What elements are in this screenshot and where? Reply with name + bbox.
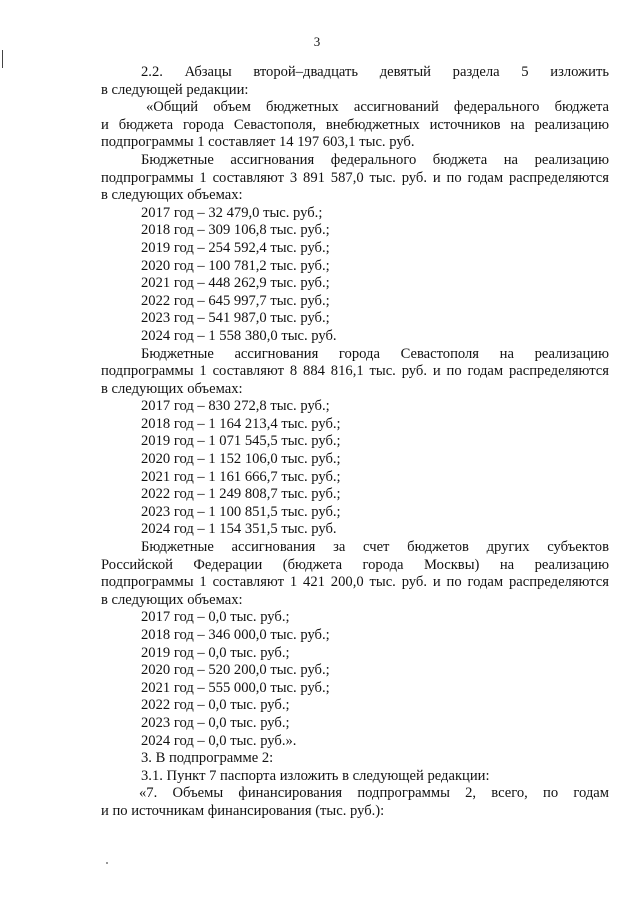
year-amount-line: 2019 год – 0,0 тыс. руб.; <box>141 644 290 661</box>
text-line: Российской Федерации (бюджета города Москвы) на реализацию <box>101 556 609 573</box>
year-amount-line: 2020 год – 1 152 106,0 тыс. руб.; <box>141 451 341 468</box>
text-line: 2.2. Абзацы второй–двадцать девятый раздела 5 изложить <box>141 64 609 80</box>
text-line: подпрограммы 1 составляют 1 421 200,0 тыс. руб. и по годам распределяются <box>101 574 609 591</box>
text-line: «7. Объемы финансирования подпрограммы 2, всего, по годам <box>139 785 609 802</box>
year-amount-line: 2019 год – 1 071 545,5 тыс. руб.; <box>141 433 341 450</box>
text-line: в следующих объемах: <box>101 591 243 608</box>
document-body <box>101 64 609 821</box>
other-regions-year-list <box>101 609 609 750</box>
text-line: и по источникам финансирования (тыс. руб.): <box>101 802 385 819</box>
year-amount-line: 2022 год – 0,0 тыс. руб.; <box>141 697 290 714</box>
year-amount-line: 2023 год – 0,0 тыс. руб.; <box>141 714 290 731</box>
text-line: подпрограммы 1 составляют 3 891 587,0 тыс. руб. и по годам распределяются <box>101 169 609 186</box>
text-line: «Общий объем бюджетных ассигнований федерального бюджета <box>146 99 609 116</box>
scan-speck <box>106 862 108 864</box>
year-amount-line: 2018 год – 1 164 213,4 тыс. руб.; <box>141 415 341 432</box>
sevastopol-budget-paragraph <box>101 346 609 399</box>
year-amount-line: 2020 год – 520 200,0 тыс. руб.; <box>141 662 330 679</box>
text-line: в следующей редакции: <box>101 81 249 98</box>
year-amount-line: 2022 год – 1 249 808,7 тыс. руб.; <box>141 486 341 503</box>
text-line: Бюджетные ассигнования за счет бюджетов других субъектов <box>141 539 609 556</box>
year-amount-line: 2021 год – 448 262,9 тыс. руб.; <box>141 275 330 292</box>
intro-paragraph <box>101 64 609 99</box>
year-amount-line: 2017 год – 32 479,0 тыс. руб.; <box>141 204 323 221</box>
text-line: в следующих объемах: <box>101 380 243 397</box>
text-line: подпрограммы 1 составляет 14 197 603,1 тыс. руб. <box>101 134 415 151</box>
year-amount-line: 2022 год – 645 997,7 тыс. руб.; <box>141 292 330 309</box>
year-amount-line: 2019 год – 254 592,4 тыс. руб.; <box>141 239 330 256</box>
other-regions-budget-paragraph <box>101 539 609 609</box>
year-amount-line: 2021 год – 1 161 666,7 тыс. руб.; <box>141 468 341 485</box>
text-line: Бюджетные ассигнования города Севастополя на реализацию <box>141 345 609 362</box>
year-amount-line: 2024 год – 1 558 380,0 тыс. руб. <box>141 327 337 344</box>
scan-margin-mark <box>2 50 3 68</box>
page-number: 3 <box>313 34 321 49</box>
text-line: подпрограммы 1 составляют 8 884 816,1 тыс. руб. и по годам распределяются <box>101 363 609 380</box>
financing-paragraph <box>101 785 609 820</box>
year-amount-line: 2024 год – 1 154 351,5 тыс. руб. <box>141 521 337 538</box>
year-amount-line: 2023 год – 541 987,0 тыс. руб.; <box>141 310 330 327</box>
federal-budget-paragraph <box>101 152 609 205</box>
federal-budget-year-list <box>101 205 609 346</box>
year-amount-line: 2020 год – 100 781,2 тыс. руб.; <box>141 257 330 274</box>
text-line: в следующих объемах: <box>101 187 243 204</box>
subsection-heading: 3.1. Пункт 7 паспорта изложить в следующей редакции: <box>141 767 490 784</box>
text-line: и бюджета города Севастополя, внебюджетных источников на реализацию <box>101 116 609 133</box>
year-amount-line: 2024 год – 0,0 тыс. руб.». <box>141 732 297 749</box>
year-amount-line: 2017 год – 830 272,8 тыс. руб.; <box>141 398 330 415</box>
year-amount-line: 2023 год – 1 100 851,5 тыс. руб.; <box>141 503 341 520</box>
year-amount-line: 2018 год – 309 106,8 тыс. руб.; <box>141 222 330 239</box>
year-amount-line: 2017 год – 0,0 тыс. руб.; <box>141 609 290 626</box>
year-amount-line: 2021 год – 555 000,0 тыс. руб.; <box>141 679 330 696</box>
section-heading: 3. В подпрограмме 2: <box>141 750 274 767</box>
total-paragraph <box>101 99 609 152</box>
text-line: Бюджетные ассигнования федерального бюджета на реализацию <box>141 151 609 168</box>
sevastopol-budget-year-list <box>101 398 609 539</box>
year-amount-line: 2018 год – 346 000,0 тыс. руб.; <box>141 627 330 643</box>
